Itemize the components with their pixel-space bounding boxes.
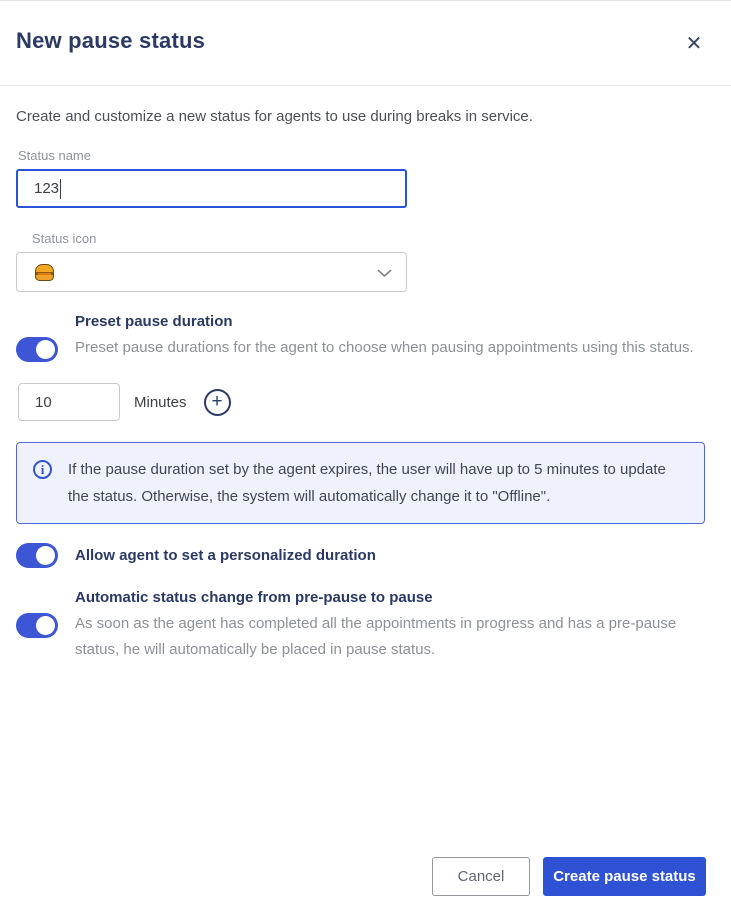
duration-input[interactable]: [18, 383, 120, 421]
hamburger-icon: [35, 264, 54, 281]
toggle-knob: [36, 546, 55, 565]
preset-duration-title: Preset pause duration: [75, 313, 233, 330]
duration-unit-label: Minutes: [134, 393, 187, 411]
modal-footer: [432, 857, 706, 896]
preset-duration-toggle[interactable]: [16, 337, 58, 362]
preset-duration-description: Preset pause durations for the agent to choose when pausing appointments using this status.: [75, 339, 694, 356]
preset-duration-text: [75, 312, 694, 362]
status-name-value: 123: [34, 180, 60, 197]
close-icon[interactable]: ✕: [681, 31, 707, 57]
auto-change-description: As soon as the agent has completed all the appointments in progress and has a pre-pause status, he will automatically be placed in pause status.: [75, 615, 677, 658]
modal-intro-text: Create and customize a new status for agents to use during breaks in service.: [16, 108, 533, 125]
status-icon-label: Status icon: [32, 231, 97, 246]
status-icon-select[interactable]: [16, 252, 407, 292]
modal-title: New pause status: [16, 28, 206, 53]
auto-change-toggle[interactable]: [16, 613, 58, 638]
personalized-duration-text: [75, 546, 376, 566]
auto-change-text: [75, 588, 705, 663]
modal-body: [0, 108, 731, 663]
cancel-button[interactable]: Cancel: [432, 857, 530, 896]
auto-change-title: Automatic status change from pre-pause to pause: [75, 589, 433, 606]
status-name-input[interactable]: [16, 169, 407, 208]
modal-header: [0, 1, 731, 86]
toggle-knob: [36, 616, 55, 635]
info-box: [16, 442, 705, 524]
create-pause-status-button[interactable]: Create pause status: [543, 857, 706, 896]
personalized-duration-toggle[interactable]: [16, 543, 58, 568]
auto-change-row: [16, 588, 705, 663]
chevron-down-icon: [377, 265, 392, 283]
preset-duration-row: [16, 312, 705, 362]
info-icon: i: [33, 460, 52, 479]
text-caret: [60, 179, 61, 199]
toggle-knob: [36, 340, 55, 359]
personalized-duration-row: [16, 543, 705, 568]
duration-row: [16, 383, 705, 421]
personalized-duration-title: Allow agent to set a personalized duration: [75, 546, 376, 564]
add-duration-icon[interactable]: +: [204, 389, 231, 416]
info-box-text: If the pause duration set by the agent expires, the user will have up to 5 minutes to update the status. Otherwise, the system will automatically change it to "Offline".: [68, 461, 666, 505]
status-name-label: Status name: [18, 148, 91, 163]
